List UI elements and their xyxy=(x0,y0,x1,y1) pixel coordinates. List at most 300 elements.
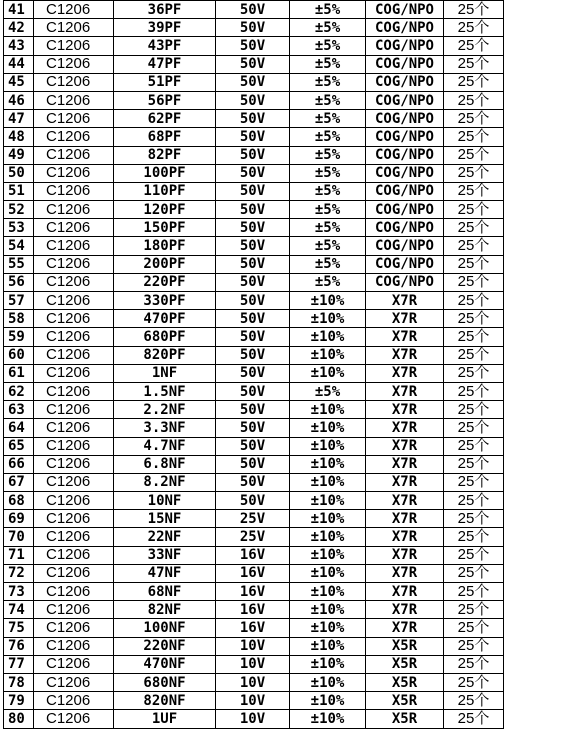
capacitance-value-cell: 82NF xyxy=(114,601,216,619)
tolerance-cell: ±10% xyxy=(290,655,366,673)
tolerance-cell: ±5% xyxy=(290,255,366,273)
tolerance-cell: ±10% xyxy=(290,601,366,619)
package-size-cell: C1206 xyxy=(34,637,114,655)
capacitance-value-cell: 62PF xyxy=(114,110,216,128)
quantity-cell: 25个 xyxy=(444,473,504,491)
table-row xyxy=(4,528,504,546)
table-row xyxy=(4,564,504,582)
voltage-rating-cell: 50V xyxy=(216,492,290,510)
row-index-cell: 76 xyxy=(4,637,34,655)
quantity-cell: 25个 xyxy=(444,255,504,273)
table-row xyxy=(4,237,504,255)
quantity-cell: 25个 xyxy=(444,673,504,691)
voltage-rating-cell: 50V xyxy=(216,237,290,255)
quantity-cell: 25个 xyxy=(444,692,504,710)
capacitance-value-cell: 1.5NF xyxy=(114,382,216,400)
voltage-rating-cell: 50V xyxy=(216,201,290,219)
capacitance-value-cell: 100NF xyxy=(114,619,216,637)
dielectric-type-cell: X5R xyxy=(366,673,444,691)
package-size-cell: C1206 xyxy=(34,673,114,691)
capacitance-value-cell: 200PF xyxy=(114,255,216,273)
table-body xyxy=(4,1,504,729)
tolerance-cell: ±5% xyxy=(290,201,366,219)
row-index-cell: 58 xyxy=(4,310,34,328)
dielectric-type-cell: X5R xyxy=(366,710,444,728)
row-index-cell: 74 xyxy=(4,601,34,619)
dielectric-type-cell: X7R xyxy=(366,473,444,491)
capacitor-table xyxy=(3,0,504,729)
capacitance-value-cell: 47PF xyxy=(114,55,216,73)
row-index-cell: 55 xyxy=(4,255,34,273)
package-size-cell: C1206 xyxy=(34,128,114,146)
tolerance-cell: ±10% xyxy=(290,455,366,473)
capacitance-value-cell: 180PF xyxy=(114,237,216,255)
voltage-rating-cell: 50V xyxy=(216,1,290,19)
row-index-cell: 50 xyxy=(4,164,34,182)
quantity-cell: 25个 xyxy=(444,128,504,146)
capacitance-value-cell: 1UF xyxy=(114,710,216,728)
dielectric-type-cell: X7R xyxy=(366,601,444,619)
package-size-cell: C1206 xyxy=(34,55,114,73)
tolerance-cell: ±10% xyxy=(290,492,366,510)
table-row xyxy=(4,346,504,364)
package-size-cell: C1206 xyxy=(34,237,114,255)
row-index-cell: 78 xyxy=(4,673,34,691)
table-row xyxy=(4,73,504,91)
tolerance-cell: ±5% xyxy=(290,182,366,200)
capacitance-value-cell: 330PF xyxy=(114,292,216,310)
voltage-rating-cell: 50V xyxy=(216,182,290,200)
tolerance-cell: ±10% xyxy=(290,528,366,546)
voltage-rating-cell: 50V xyxy=(216,419,290,437)
tolerance-cell: ±10% xyxy=(290,328,366,346)
quantity-cell: 25个 xyxy=(444,201,504,219)
row-index-cell: 54 xyxy=(4,237,34,255)
package-size-cell: C1206 xyxy=(34,437,114,455)
tolerance-cell: ±10% xyxy=(290,583,366,601)
capacitance-value-cell: 4.7NF xyxy=(114,437,216,455)
quantity-cell: 25个 xyxy=(444,419,504,437)
dielectric-type-cell: X7R xyxy=(366,619,444,637)
package-size-cell: C1206 xyxy=(34,164,114,182)
quantity-cell: 25个 xyxy=(444,146,504,164)
voltage-rating-cell: 50V xyxy=(216,128,290,146)
package-size-cell: C1206 xyxy=(34,419,114,437)
tolerance-cell: ±5% xyxy=(290,164,366,182)
table-row xyxy=(4,510,504,528)
voltage-rating-cell: 16V xyxy=(216,546,290,564)
tolerance-cell: ±10% xyxy=(290,473,366,491)
quantity-cell: 25个 xyxy=(444,164,504,182)
dielectric-type-cell: COG/NPO xyxy=(366,55,444,73)
table-row xyxy=(4,201,504,219)
dielectric-type-cell: X7R xyxy=(366,382,444,400)
tolerance-cell: ±5% xyxy=(290,1,366,19)
tolerance-cell: ±10% xyxy=(290,364,366,382)
row-index-cell: 61 xyxy=(4,364,34,382)
voltage-rating-cell: 50V xyxy=(216,292,290,310)
quantity-cell: 25个 xyxy=(444,310,504,328)
voltage-rating-cell: 10V xyxy=(216,673,290,691)
row-index-cell: 57 xyxy=(4,292,34,310)
voltage-rating-cell: 50V xyxy=(216,364,290,382)
tolerance-cell: ±5% xyxy=(290,237,366,255)
package-size-cell: C1206 xyxy=(34,255,114,273)
capacitance-value-cell: 68NF xyxy=(114,583,216,601)
dielectric-type-cell: COG/NPO xyxy=(366,255,444,273)
row-index-cell: 53 xyxy=(4,219,34,237)
table-row xyxy=(4,182,504,200)
table-row xyxy=(4,310,504,328)
voltage-rating-cell: 50V xyxy=(216,273,290,291)
capacitance-value-cell: 470NF xyxy=(114,655,216,673)
capacitance-value-cell: 51PF xyxy=(114,73,216,91)
capacitance-value-cell: 39PF xyxy=(114,19,216,37)
table-row xyxy=(4,692,504,710)
row-index-cell: 46 xyxy=(4,91,34,109)
package-size-cell: C1206 xyxy=(34,564,114,582)
quantity-cell: 25个 xyxy=(444,19,504,37)
quantity-cell: 25个 xyxy=(444,382,504,400)
capacitance-value-cell: 220NF xyxy=(114,637,216,655)
table-row xyxy=(4,546,504,564)
table-row xyxy=(4,273,504,291)
voltage-rating-cell: 50V xyxy=(216,401,290,419)
package-size-cell: C1206 xyxy=(34,528,114,546)
package-size-cell: C1206 xyxy=(34,364,114,382)
capacitance-value-cell: 470PF xyxy=(114,310,216,328)
voltage-rating-cell: 50V xyxy=(216,110,290,128)
capacitance-value-cell: 8.2NF xyxy=(114,473,216,491)
dielectric-type-cell: X7R xyxy=(366,564,444,582)
package-size-cell: C1206 xyxy=(34,219,114,237)
row-index-cell: 79 xyxy=(4,692,34,710)
package-size-cell: C1206 xyxy=(34,710,114,728)
quantity-cell: 25个 xyxy=(444,273,504,291)
package-size-cell: C1206 xyxy=(34,455,114,473)
capacitance-value-cell: 120PF xyxy=(114,201,216,219)
tolerance-cell: ±5% xyxy=(290,382,366,400)
voltage-rating-cell: 16V xyxy=(216,619,290,637)
table-row xyxy=(4,619,504,637)
dielectric-type-cell: COG/NPO xyxy=(366,73,444,91)
quantity-cell: 25个 xyxy=(444,492,504,510)
table-row xyxy=(4,583,504,601)
voltage-rating-cell: 50V xyxy=(216,310,290,328)
dielectric-type-cell: X7R xyxy=(366,510,444,528)
capacitance-value-cell: 10NF xyxy=(114,492,216,510)
package-size-cell: C1206 xyxy=(34,655,114,673)
tolerance-cell: ±10% xyxy=(290,637,366,655)
quantity-cell: 25个 xyxy=(444,710,504,728)
tolerance-cell: ±10% xyxy=(290,419,366,437)
package-size-cell: C1206 xyxy=(34,182,114,200)
row-index-cell: 75 xyxy=(4,619,34,637)
row-index-cell: 64 xyxy=(4,419,34,437)
row-index-cell: 48 xyxy=(4,128,34,146)
quantity-cell: 25个 xyxy=(444,437,504,455)
capacitance-value-cell: 22NF xyxy=(114,528,216,546)
package-size-cell: C1206 xyxy=(34,37,114,55)
capacitance-value-cell: 36PF xyxy=(114,1,216,19)
table-row xyxy=(4,91,504,109)
package-size-cell: C1206 xyxy=(34,273,114,291)
dielectric-type-cell: COG/NPO xyxy=(366,1,444,19)
quantity-cell: 25个 xyxy=(444,182,504,200)
tolerance-cell: ±10% xyxy=(290,564,366,582)
row-index-cell: 66 xyxy=(4,455,34,473)
capacitance-value-cell: 220PF xyxy=(114,273,216,291)
voltage-rating-cell: 16V xyxy=(216,583,290,601)
tolerance-cell: ±10% xyxy=(290,292,366,310)
voltage-rating-cell: 50V xyxy=(216,473,290,491)
capacitance-value-cell: 15NF xyxy=(114,510,216,528)
table-row xyxy=(4,255,504,273)
table-row xyxy=(4,146,504,164)
table-row xyxy=(4,110,504,128)
row-index-cell: 71 xyxy=(4,546,34,564)
dielectric-type-cell: X7R xyxy=(366,437,444,455)
row-index-cell: 60 xyxy=(4,346,34,364)
quantity-cell: 25个 xyxy=(444,237,504,255)
table-row xyxy=(4,601,504,619)
quantity-cell: 25个 xyxy=(444,637,504,655)
tolerance-cell: ±5% xyxy=(290,128,366,146)
voltage-rating-cell: 10V xyxy=(216,710,290,728)
dielectric-type-cell: COG/NPO xyxy=(366,164,444,182)
table-row xyxy=(4,473,504,491)
capacitance-value-cell: 820PF xyxy=(114,346,216,364)
capacitance-value-cell: 1NF xyxy=(114,364,216,382)
capacitance-value-cell: 33NF xyxy=(114,546,216,564)
tolerance-cell: ±5% xyxy=(290,55,366,73)
row-index-cell: 56 xyxy=(4,273,34,291)
voltage-rating-cell: 50V xyxy=(216,382,290,400)
row-index-cell: 42 xyxy=(4,19,34,37)
table-row xyxy=(4,382,504,400)
tolerance-cell: ±10% xyxy=(290,619,366,637)
table-row xyxy=(4,637,504,655)
dielectric-type-cell: COG/NPO xyxy=(366,128,444,146)
voltage-rating-cell: 50V xyxy=(216,455,290,473)
package-size-cell: C1206 xyxy=(34,310,114,328)
voltage-rating-cell: 10V xyxy=(216,692,290,710)
row-index-cell: 70 xyxy=(4,528,34,546)
quantity-cell: 25个 xyxy=(444,510,504,528)
table-row xyxy=(4,1,504,19)
quantity-cell: 25个 xyxy=(444,564,504,582)
capacitance-value-cell: 3.3NF xyxy=(114,419,216,437)
quantity-cell: 25个 xyxy=(444,455,504,473)
voltage-rating-cell: 50V xyxy=(216,219,290,237)
capacitance-value-cell: 2.2NF xyxy=(114,401,216,419)
row-index-cell: 49 xyxy=(4,146,34,164)
quantity-cell: 25个 xyxy=(444,619,504,637)
tolerance-cell: ±10% xyxy=(290,710,366,728)
row-index-cell: 62 xyxy=(4,382,34,400)
table-row xyxy=(4,128,504,146)
table-row xyxy=(4,437,504,455)
table-row xyxy=(4,219,504,237)
dielectric-type-cell: X7R xyxy=(366,492,444,510)
quantity-cell: 25个 xyxy=(444,328,504,346)
package-size-cell: C1206 xyxy=(34,583,114,601)
row-index-cell: 68 xyxy=(4,492,34,510)
voltage-rating-cell: 50V xyxy=(216,73,290,91)
package-size-cell: C1206 xyxy=(34,19,114,37)
capacitance-value-cell: 150PF xyxy=(114,219,216,237)
dielectric-type-cell: COG/NPO xyxy=(366,146,444,164)
row-index-cell: 52 xyxy=(4,201,34,219)
dielectric-type-cell: X7R xyxy=(366,346,444,364)
voltage-rating-cell: 10V xyxy=(216,637,290,655)
package-size-cell: C1206 xyxy=(34,146,114,164)
tolerance-cell: ±10% xyxy=(290,692,366,710)
table-row xyxy=(4,292,504,310)
dielectric-type-cell: X7R xyxy=(366,546,444,564)
row-index-cell: 59 xyxy=(4,328,34,346)
table-row xyxy=(4,364,504,382)
table-row xyxy=(4,492,504,510)
voltage-rating-cell: 50V xyxy=(216,37,290,55)
voltage-rating-cell: 25V xyxy=(216,510,290,528)
row-index-cell: 72 xyxy=(4,564,34,582)
package-size-cell: C1206 xyxy=(34,1,114,19)
dielectric-type-cell: X7R xyxy=(366,310,444,328)
row-index-cell: 43 xyxy=(4,37,34,55)
row-index-cell: 44 xyxy=(4,55,34,73)
tolerance-cell: ±10% xyxy=(290,546,366,564)
package-size-cell: C1206 xyxy=(34,473,114,491)
capacitance-value-cell: 43PF xyxy=(114,37,216,55)
table-row xyxy=(4,655,504,673)
quantity-cell: 25个 xyxy=(444,110,504,128)
tolerance-cell: ±5% xyxy=(290,91,366,109)
row-index-cell: 63 xyxy=(4,401,34,419)
package-size-cell: C1206 xyxy=(34,546,114,564)
dielectric-type-cell: X7R xyxy=(366,328,444,346)
capacitance-value-cell: 6.8NF xyxy=(114,455,216,473)
dielectric-type-cell: COG/NPO xyxy=(366,182,444,200)
tolerance-cell: ±5% xyxy=(290,146,366,164)
tolerance-cell: ±10% xyxy=(290,346,366,364)
quantity-cell: 25个 xyxy=(444,73,504,91)
voltage-rating-cell: 50V xyxy=(216,255,290,273)
row-index-cell: 73 xyxy=(4,583,34,601)
table-row xyxy=(4,328,504,346)
table-row xyxy=(4,19,504,37)
package-size-cell: C1206 xyxy=(34,73,114,91)
capacitance-value-cell: 820NF xyxy=(114,692,216,710)
dielectric-type-cell: COG/NPO xyxy=(366,201,444,219)
quantity-cell: 25个 xyxy=(444,401,504,419)
capacitance-value-cell: 82PF xyxy=(114,146,216,164)
quantity-cell: 25个 xyxy=(444,528,504,546)
quantity-cell: 25个 xyxy=(444,292,504,310)
row-index-cell: 47 xyxy=(4,110,34,128)
voltage-rating-cell: 50V xyxy=(216,437,290,455)
package-size-cell: C1206 xyxy=(34,492,114,510)
voltage-rating-cell: 16V xyxy=(216,601,290,619)
dielectric-type-cell: X7R xyxy=(366,528,444,546)
voltage-rating-cell: 16V xyxy=(216,564,290,582)
quantity-cell: 25个 xyxy=(444,1,504,19)
package-size-cell: C1206 xyxy=(34,201,114,219)
tolerance-cell: ±10% xyxy=(290,437,366,455)
voltage-rating-cell: 50V xyxy=(216,346,290,364)
package-size-cell: C1206 xyxy=(34,510,114,528)
package-size-cell: C1206 xyxy=(34,692,114,710)
dielectric-type-cell: X7R xyxy=(366,364,444,382)
dielectric-type-cell: COG/NPO xyxy=(366,110,444,128)
capacitance-value-cell: 68PF xyxy=(114,128,216,146)
dielectric-type-cell: X7R xyxy=(366,292,444,310)
row-index-cell: 69 xyxy=(4,510,34,528)
tolerance-cell: ±10% xyxy=(290,673,366,691)
tolerance-cell: ±5% xyxy=(290,219,366,237)
quantity-cell: 25个 xyxy=(444,91,504,109)
row-index-cell: 67 xyxy=(4,473,34,491)
package-size-cell: C1206 xyxy=(34,601,114,619)
dielectric-type-cell: COG/NPO xyxy=(366,37,444,55)
voltage-rating-cell: 50V xyxy=(216,55,290,73)
quantity-cell: 25个 xyxy=(444,55,504,73)
row-index-cell: 80 xyxy=(4,710,34,728)
voltage-rating-cell: 50V xyxy=(216,91,290,109)
package-size-cell: C1206 xyxy=(34,382,114,400)
quantity-cell: 25个 xyxy=(444,37,504,55)
row-index-cell: 77 xyxy=(4,655,34,673)
dielectric-type-cell: COG/NPO xyxy=(366,219,444,237)
package-size-cell: C1206 xyxy=(34,328,114,346)
tolerance-cell: ±5% xyxy=(290,273,366,291)
quantity-cell: 25个 xyxy=(444,655,504,673)
dielectric-type-cell: X7R xyxy=(366,583,444,601)
table-row xyxy=(4,673,504,691)
package-size-cell: C1206 xyxy=(34,401,114,419)
tolerance-cell: ±5% xyxy=(290,110,366,128)
capacitance-value-cell: 47NF xyxy=(114,564,216,582)
dielectric-type-cell: COG/NPO xyxy=(366,91,444,109)
table-row xyxy=(4,55,504,73)
table-row xyxy=(4,164,504,182)
dielectric-type-cell: X7R xyxy=(366,401,444,419)
capacitance-value-cell: 56PF xyxy=(114,91,216,109)
package-size-cell: C1206 xyxy=(34,292,114,310)
tolerance-cell: ±5% xyxy=(290,73,366,91)
tolerance-cell: ±5% xyxy=(290,37,366,55)
quantity-cell: 25个 xyxy=(444,346,504,364)
dielectric-type-cell: X5R xyxy=(366,655,444,673)
dielectric-type-cell: X7R xyxy=(366,455,444,473)
voltage-rating-cell: 50V xyxy=(216,146,290,164)
capacitance-value-cell: 100PF xyxy=(114,164,216,182)
tolerance-cell: ±5% xyxy=(290,19,366,37)
capacitance-value-cell: 110PF xyxy=(114,182,216,200)
quantity-cell: 25个 xyxy=(444,583,504,601)
dielectric-type-cell: COG/NPO xyxy=(366,273,444,291)
tolerance-cell: ±10% xyxy=(290,401,366,419)
voltage-rating-cell: 10V xyxy=(216,655,290,673)
quantity-cell: 25个 xyxy=(444,364,504,382)
voltage-rating-cell: 50V xyxy=(216,328,290,346)
row-index-cell: 65 xyxy=(4,437,34,455)
table-row xyxy=(4,710,504,728)
tolerance-cell: ±10% xyxy=(290,310,366,328)
voltage-rating-cell: 50V xyxy=(216,19,290,37)
dielectric-type-cell: X7R xyxy=(366,419,444,437)
table-row xyxy=(4,419,504,437)
